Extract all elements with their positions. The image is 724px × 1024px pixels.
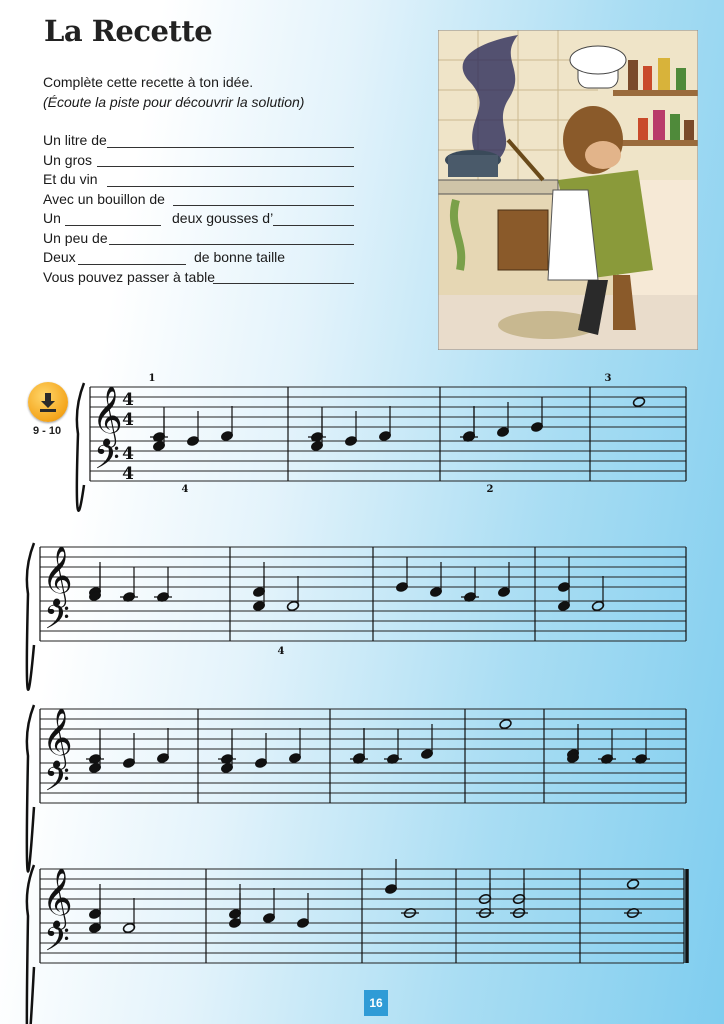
bass-clef: 𝄢	[44, 761, 70, 807]
treble-clef: 𝄞	[92, 386, 123, 446]
treble-clef: 𝄞	[42, 868, 73, 928]
note	[120, 567, 138, 603]
note	[86, 729, 104, 765]
note	[344, 411, 357, 447]
note	[218, 729, 236, 765]
note	[384, 859, 397, 895]
time-signature-top: 4	[122, 444, 134, 464]
recipe-line-label: Et du vin	[43, 171, 98, 187]
notehead	[626, 878, 639, 889]
note	[122, 898, 135, 934]
note	[262, 888, 275, 924]
brace	[27, 543, 34, 690]
bass-clef: 𝄢	[44, 599, 70, 645]
treble-clef: 𝄞	[42, 708, 73, 768]
note	[510, 883, 528, 919]
recipe-line-label: Deux	[43, 249, 76, 265]
recipe-line-label: Un gros	[43, 151, 93, 168]
instruction-text: Complète cette recette à ton idée.	[43, 74, 254, 90]
fingering-number: 3	[604, 373, 612, 384]
bass-clef: 𝄢	[44, 921, 70, 967]
note	[461, 567, 479, 603]
recipe-line-label: de bonne taille	[194, 249, 286, 265]
note	[186, 411, 199, 447]
note	[462, 406, 475, 442]
hint-text: (Écoute la piste pour découvrir la solution)	[43, 94, 305, 110]
note	[308, 407, 326, 443]
notehead	[632, 396, 645, 407]
fingering-number: 4	[181, 484, 189, 495]
note	[632, 729, 650, 765]
recipe-line-label: deux gousses d’	[172, 210, 274, 226]
recipe-line-label: Un peu de	[43, 229, 108, 246]
bass-clef: 𝄢	[94, 439, 120, 485]
note	[384, 729, 402, 765]
recipe-line-label: Un	[43, 210, 61, 226]
note	[122, 733, 135, 769]
note	[476, 883, 494, 919]
fingering-number: 4	[277, 646, 285, 657]
note	[499, 718, 512, 729]
brace	[27, 705, 34, 871]
treble-clef: 𝄞	[42, 546, 73, 606]
note	[591, 576, 604, 612]
note	[88, 566, 101, 602]
note	[288, 728, 301, 764]
note	[150, 407, 168, 443]
note	[626, 878, 639, 889]
note	[598, 729, 616, 765]
fingering-number: 2	[486, 484, 494, 495]
time-signature-bottom: 4	[122, 410, 134, 430]
note	[566, 728, 579, 764]
notehead	[499, 718, 512, 729]
note	[530, 397, 543, 433]
time-signature-top: 4	[122, 390, 134, 410]
recipe-line-label: Avec un bouillon de	[43, 190, 165, 207]
note	[632, 396, 645, 407]
brace	[77, 383, 84, 511]
note	[154, 567, 172, 603]
note	[254, 733, 267, 769]
note	[156, 728, 169, 764]
note	[296, 893, 309, 929]
page-number: 16	[364, 990, 388, 1016]
note	[395, 557, 408, 593]
brace	[27, 865, 34, 1024]
recipe-line-label: Vous pouvez passer à table	[43, 268, 216, 285]
track-number: 9 - 10	[33, 425, 62, 437]
page-title: La Recette	[44, 14, 213, 48]
note	[352, 728, 365, 764]
note	[286, 576, 299, 612]
time-signature-bottom: 4	[122, 464, 134, 484]
fingering-number: 1	[148, 373, 156, 384]
note	[557, 576, 570, 612]
recipe-line-label: Un litre de	[43, 132, 107, 148]
note	[378, 406, 391, 442]
note	[220, 406, 233, 442]
